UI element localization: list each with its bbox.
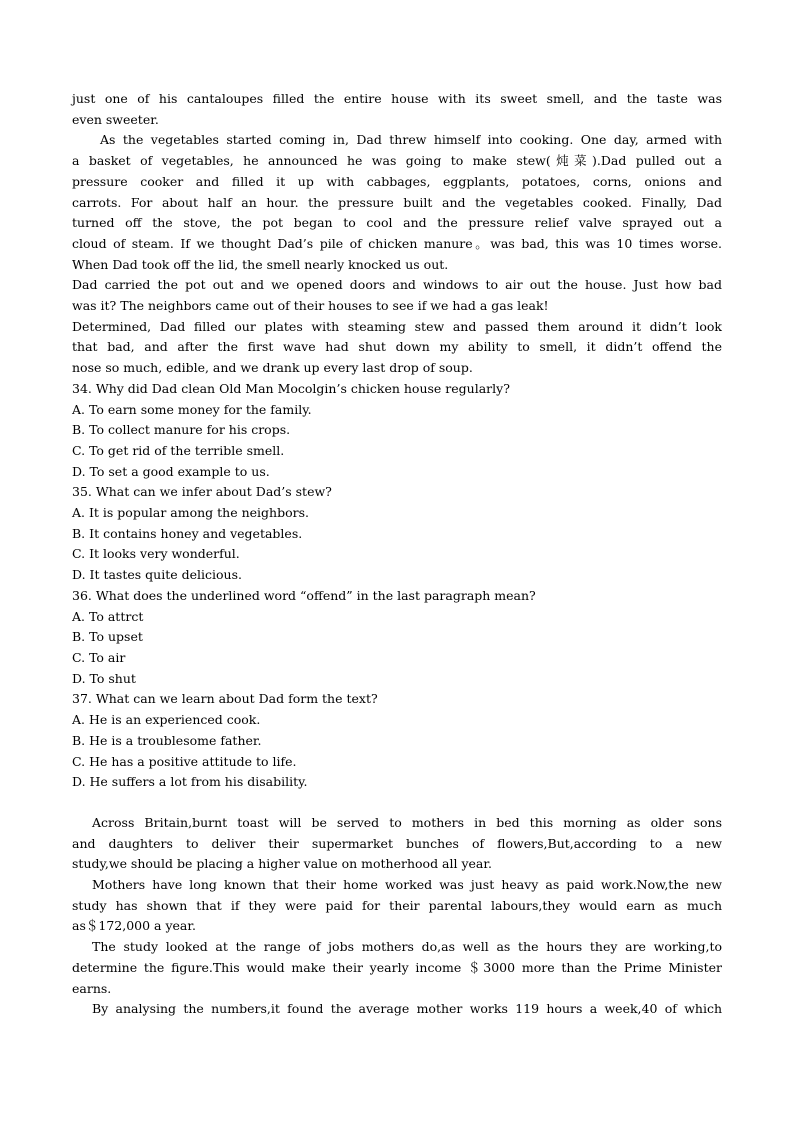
passage-line: When Dad took off the lid, the smell nearly knocked us out. (72, 256, 449, 272)
passage-line: even sweeter. (72, 111, 159, 127)
passage-line: earns. (72, 980, 112, 996)
question-stem: 36. What does the underlined word “offend” in the last paragraph mean? (72, 587, 536, 603)
document-page (72, 89, 722, 1020)
answer-option: A. It is popular among the neighbors. (72, 505, 309, 521)
passage-line: was it? The neighbors came out of their houses to see if we had a gas leak! (72, 298, 549, 314)
question-37 (72, 689, 722, 793)
passage-line: Across Britain,burnt toast will be served to mothers in bed this morning as older sons (92, 814, 722, 830)
passage-line: nose so much, edible, and we drank up every last drop of soup. (72, 360, 473, 376)
answer-option: C. To air (72, 649, 126, 665)
answer-option: B. It contains honey and vegetables. (72, 525, 303, 541)
answer-option: D. He suffers a lot from his disability. (72, 774, 308, 790)
passage-line: a basket of vegetables, he announced he was going to make stew(炖菜).Dad pulled out a (72, 153, 722, 169)
question-stem: 35. What can we infer about Dad’s stew? (72, 484, 332, 500)
passage-line: and daughters to deliver their supermarket bunches of flowers,But,according to a new (72, 835, 722, 851)
section-gap (72, 793, 722, 813)
question-34 (72, 379, 722, 483)
answer-option: D. To set a good example to us. (72, 463, 270, 479)
answer-option: D. It tastes quite delicious. (72, 567, 242, 583)
passage-line: determine the figure.This would make their yearly income ＄3000 more than the Prime Minister (72, 959, 722, 975)
answer-option: D. To shut (72, 670, 136, 686)
passage-line: pressure cooker and filled it up with cabbages, eggplants, potatoes, corns, onions and (72, 173, 722, 189)
passage-line: By analysing the numbers,it found the average mother works 119 hours a week,40 of which (92, 1001, 722, 1017)
answer-option: A. To attrct (72, 608, 144, 624)
answer-option: A. To earn some money for the family. (72, 401, 312, 417)
question-stem: 37. What can we learn about Dad form the text? (72, 691, 378, 707)
passage-line: Dad carried the pot out and we opened doors and windows to air out the house. Just how bad (72, 277, 722, 293)
passage-line: turned off the stove, the pot began to cool and the pressure relief valve sprayed out a (72, 215, 722, 231)
question-36 (72, 586, 722, 690)
passage-line: just one of his cantaloupes filled the entire house with its sweet smell, and the taste was (72, 91, 722, 106)
passage-line: Mothers have long known that their home worked was just heavy as paid work.Now,the new (92, 877, 722, 893)
passage-line: cloud of steam. If we thought Dad’s pile of chicken manure。was bad, this was 10 times worse. (72, 235, 722, 251)
question-35 (72, 482, 722, 586)
answer-option: B. To collect manure for his crops. (72, 422, 291, 438)
passage-line: as＄172,000 a year. (72, 918, 196, 934)
answer-option: B. He is a troublesome father. (72, 732, 262, 748)
answer-option: C. To get rid of the terrible smell. (72, 442, 285, 458)
passage-line: study has shown that if they were paid for their parental labours,they would earn as much (72, 897, 722, 913)
answer-option: A. He is an experienced cook. (72, 712, 261, 728)
answer-option: C. He has a positive attitude to life. (72, 753, 297, 769)
passage-line: study,we should be placing a higher value on motherhood all year. (72, 856, 492, 872)
passage-line: The study looked at the range of jobs mothers do,as well as the hours they are working,to (92, 939, 722, 955)
passage-line: carrots. For about half an hour. the pressure built and the vegetables cooked. Finally, Dad (72, 194, 722, 210)
passage-line: As the vegetables started coming in, Dad threw himself into cooking. One day, armed with (100, 132, 722, 148)
answer-option: B. To upset (72, 629, 143, 645)
answer-option: C. It looks very wonderful. (72, 546, 240, 562)
passage-line: Determined, Dad filled our plates with steaming stew and passed them around it didn’t look (72, 318, 722, 334)
passage-line: that bad, and after the first wave had shut down my ability to smell, it didn’t offend the (72, 339, 722, 355)
question-stem: 34. Why did Dad clean Old Man Mocolgin’s chicken house regularly? (72, 380, 510, 396)
